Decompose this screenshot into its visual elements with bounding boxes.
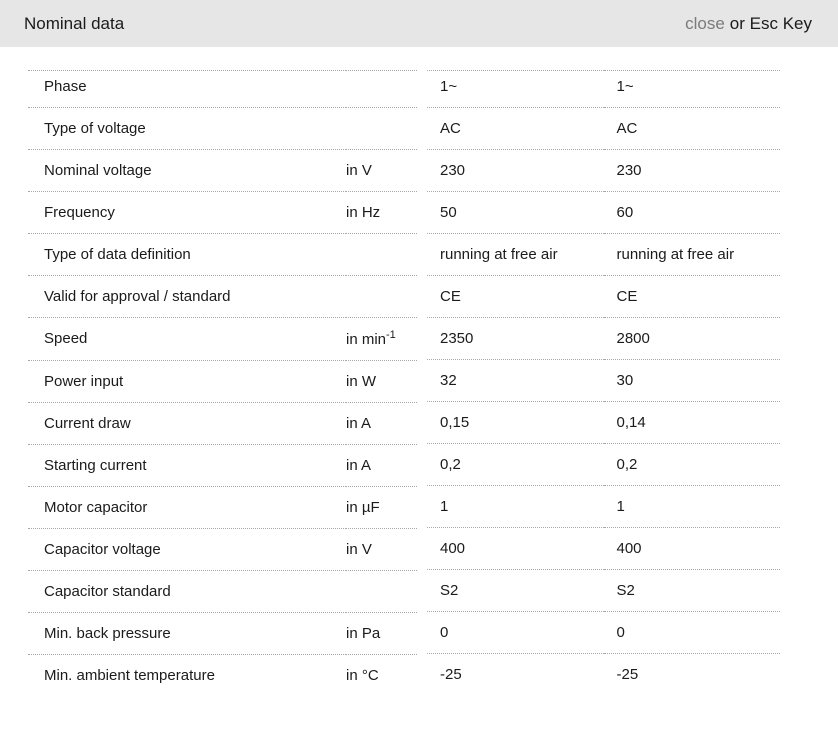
spec-parameter-label: Type of voltage xyxy=(28,108,346,150)
spec-value: 0,2 xyxy=(604,444,781,486)
spec-value: 400 xyxy=(427,528,604,570)
spec-value: 230 xyxy=(604,150,781,192)
spec-row-values xyxy=(427,612,780,654)
spec-unit-text: in Hz xyxy=(346,204,381,221)
spec-row-values xyxy=(427,654,780,696)
spec-unit-cell xyxy=(346,276,417,318)
spec-row-values xyxy=(427,318,780,360)
spec-parameter-label: Starting current xyxy=(28,445,346,487)
spec-unit-cell xyxy=(346,318,417,361)
spec-unit-cell xyxy=(346,150,417,192)
spec-unit-cell xyxy=(346,361,417,403)
spec-unit-cell xyxy=(346,234,417,276)
spec-unit-text: in Pa xyxy=(346,625,381,642)
spec-parameter-label: Current draw xyxy=(28,403,346,445)
spec-values-body xyxy=(427,71,780,696)
spec-row-labels xyxy=(28,403,417,445)
spec-row-values xyxy=(427,192,780,234)
esc-key-hint: or Esc Key xyxy=(729,13,812,33)
spec-value: 0,2 xyxy=(427,444,604,486)
close-hint xyxy=(685,14,812,34)
spec-unit-cell xyxy=(346,445,417,487)
spec-value: 0 xyxy=(427,612,604,654)
modal-header xyxy=(0,0,838,47)
spec-row-values xyxy=(427,150,780,192)
spec-parameter-label: Power input xyxy=(28,361,346,403)
spec-parameter-label: Min. ambient temperature xyxy=(28,655,346,697)
spec-unit-superscript: -1 xyxy=(386,329,396,341)
spec-value: 2350 xyxy=(427,318,604,360)
spec-value: running at free air xyxy=(427,234,604,276)
spec-value: 30 xyxy=(604,360,781,402)
spec-row-labels xyxy=(28,613,417,655)
spec-row-labels xyxy=(28,234,417,276)
spec-value: 1~ xyxy=(427,71,604,108)
spec-parameter-label: Motor capacitor xyxy=(28,487,346,529)
spec-parameter-label: Valid for approval / standard xyxy=(28,276,346,318)
spec-value: 0,14 xyxy=(604,402,781,444)
nominal-data-table xyxy=(28,70,838,696)
spec-value: -25 xyxy=(427,654,604,696)
spec-unit-text: in V xyxy=(346,541,372,558)
spec-value: 60 xyxy=(604,192,781,234)
spec-row-labels xyxy=(28,361,417,403)
spec-labels-table xyxy=(28,70,417,696)
spec-parameter-label: Speed xyxy=(28,318,346,361)
spec-row-values xyxy=(427,108,780,150)
spec-parameter-label: Capacitor voltage xyxy=(28,529,346,571)
spec-value: CE xyxy=(427,276,604,318)
spec-row-labels xyxy=(28,192,417,234)
spec-value: 50 xyxy=(427,192,604,234)
close-button[interactable]: close xyxy=(685,13,725,33)
spec-row-labels xyxy=(28,571,417,613)
spec-value: 32 xyxy=(427,360,604,402)
spec-labels-body xyxy=(28,71,417,697)
spec-unit-cell xyxy=(346,403,417,445)
spec-row-labels xyxy=(28,276,417,318)
spec-row-values xyxy=(427,360,780,402)
spec-unit-text: in min xyxy=(346,331,387,348)
spec-row-labels xyxy=(28,108,417,150)
spec-unit-text: in W xyxy=(346,373,376,390)
spec-value: 1 xyxy=(427,486,604,528)
spec-parameter-label: Phase xyxy=(28,71,346,108)
spec-unit-cell xyxy=(346,613,417,655)
spec-row-values xyxy=(427,570,780,612)
spec-row-values xyxy=(427,276,780,318)
spec-row-labels xyxy=(28,150,417,192)
spec-unit-text: in A xyxy=(346,457,372,474)
spec-row-values xyxy=(427,528,780,570)
spec-value: 1 xyxy=(604,486,781,528)
spec-row-labels xyxy=(28,487,417,529)
spec-row-values xyxy=(427,444,780,486)
spec-row-labels xyxy=(28,529,417,571)
spec-row-labels xyxy=(28,318,417,361)
spec-parameter-label: Frequency xyxy=(28,192,346,234)
spec-row-labels xyxy=(28,71,417,108)
spec-unit-cell xyxy=(346,192,417,234)
spec-value: 0 xyxy=(604,612,781,654)
spec-unit-text: in A xyxy=(346,415,372,432)
spec-row-values xyxy=(427,402,780,444)
spec-parameter-label: Min. back pressure xyxy=(28,613,346,655)
spec-row-labels xyxy=(28,445,417,487)
spec-value: 0,15 xyxy=(427,402,604,444)
spec-value: 400 xyxy=(604,528,781,570)
spec-value: AC xyxy=(427,108,604,150)
spec-unit-text: in V xyxy=(346,162,372,179)
spec-row-values xyxy=(427,486,780,528)
spec-value: S2 xyxy=(427,570,604,612)
spec-value: 2800 xyxy=(604,318,781,360)
spec-value: CE xyxy=(604,276,781,318)
spec-unit-cell xyxy=(346,571,417,613)
spec-parameter-label: Nominal voltage xyxy=(28,150,346,192)
spec-value: running at free air xyxy=(604,234,781,276)
spec-unit-cell xyxy=(346,487,417,529)
spec-unit-text: in µF xyxy=(346,499,380,516)
spec-value: -25 xyxy=(604,654,781,696)
spec-values-table xyxy=(427,70,780,695)
spec-unit-text: in °C xyxy=(346,667,379,684)
spec-unit-cell xyxy=(346,529,417,571)
spec-parameter-label: Capacitor standard xyxy=(28,571,346,613)
spec-unit-cell xyxy=(346,71,417,108)
spec-unit-cell xyxy=(346,655,417,697)
spec-parameter-label: Type of data definition xyxy=(28,234,346,276)
spec-value: 230 xyxy=(427,150,604,192)
modal-title: Nominal data xyxy=(24,13,125,33)
spec-row-values xyxy=(427,234,780,276)
spec-value: S2 xyxy=(604,570,781,612)
spec-value: AC xyxy=(604,108,781,150)
spec-row-labels xyxy=(28,655,417,697)
spec-unit-cell xyxy=(346,108,417,150)
spec-value: 1~ xyxy=(604,71,781,108)
spec-row-values xyxy=(427,71,780,108)
